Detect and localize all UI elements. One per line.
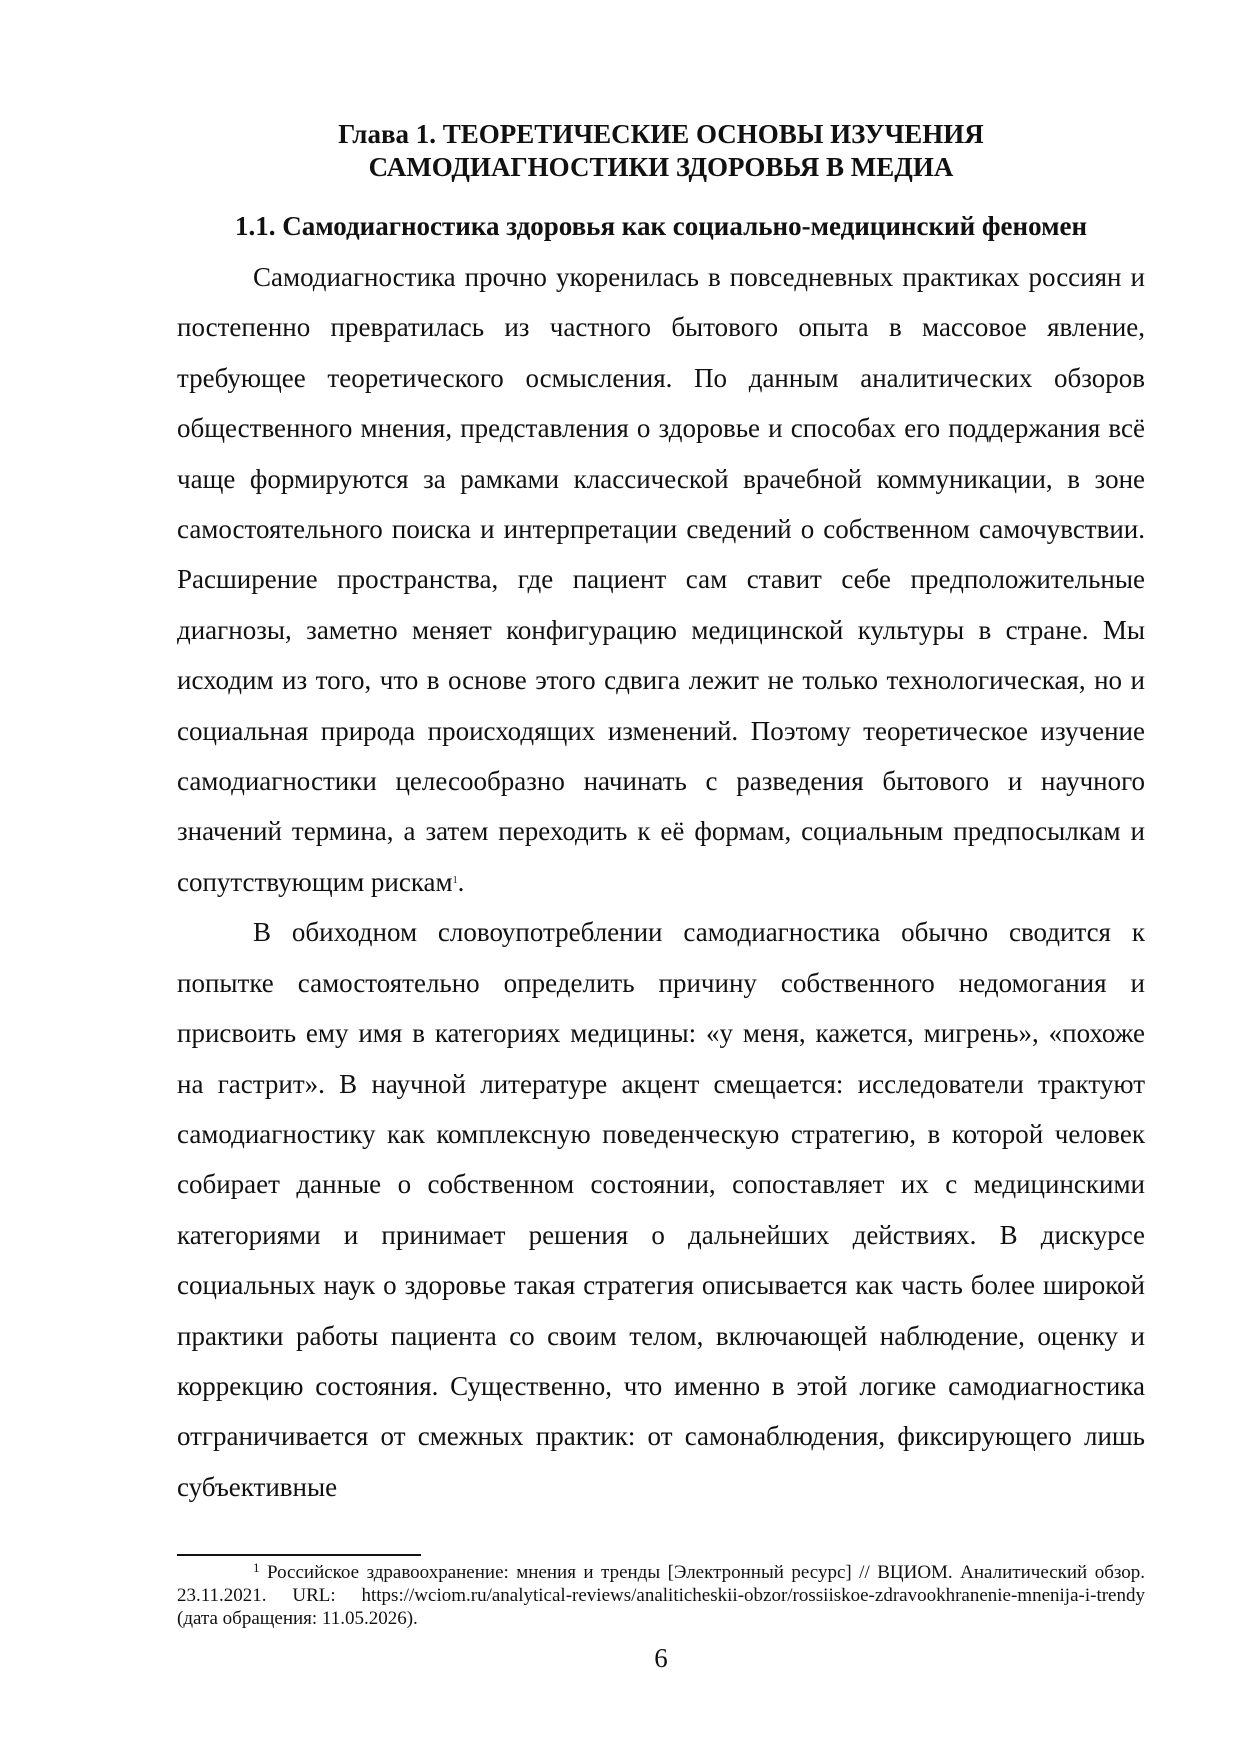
paragraph-2: В обиходном словоупотреблении самодиагностика обычно сводится к попытке самостоятельно определить причину собственного недомогания и присвоить ему имя в категориях медицины: «у меня, кажется, мигрень», «похоже на гастрит». В научной литературе акцент смещается: исследователи трактуют самодиагностику как комплексную поведенческую стратегию, в которой человек собирает данные о собственном состоянии, сопоставляет их с медицинскими категориями и принимает решения о дальнейших действиях. В дискурсе социальных наук о здоровье такая стратегия описывается как часть более широкой практики работы пациента со своим телом, включающей наблюдение, оценку и коррекцию состояния. Существенно, что именно в этой логике самодиагностика отграничивается от смежных практик: от самонаблюдения, фиксирующего лишь субъективные (177, 917, 1145, 1502)
footnote (177, 1561, 1145, 1630)
paragraph-1-end: . (457, 866, 465, 897)
chapter-title-line-1: Глава 1. ТЕОРЕТИЧЕСКИЕ ОСНОВЫ ИЗУЧЕНИЯ (338, 119, 984, 149)
footnote-reference[interactable]: 1 (452, 874, 458, 886)
body-text (177, 252, 1145, 1512)
paragraph-1-text: Самодиагностика прочно укоренилась в повседневных практиках россиян и постепенно превратилась из частного бытового опыта в массовое явление, требующее теоретического осмысления. По данным аналитических обзоров общественного мнения, представления о здоровье и способах его поддержания всё чаще формируются за рамками классической врачебной коммуникации, в зоне самостоятельного поиска и интерпретации сведений о собственном самочувствии. Расширение пространства, где пациент сам ставит себе предположительные диагнозы, заметно меняет конфигурацию медицинской культуры в стране. Мы исходим из того, что в основе этого сдвига лежит не только технологическая, но и социальная природа происходящих изменений. Поэтому теоретическое изучение самодиагностики целесообразно начинать с разведения бытового и научного значений термина, а затем переходить к её формам, социальным предпосылкам и сопутствующим рискам (177, 262, 1145, 897)
page-number: 6 (654, 1643, 668, 1673)
footnote-text: Российское здравоохранение: мнения и тренды [Электронный ресурс] // ВЦИОМ. Аналитический обзор. 23.11.2021. URL: https://wciom.ru/analytical-reviews/analiticheskii-obzor/rossiiskoe-zdravookhranenie-mnenija-i-trendy (дата обращения: 11.05.2026). (177, 1562, 1145, 1629)
chapter-title (177, 118, 1145, 184)
footnote-marker: 1 (253, 1560, 260, 1575)
chapter-title-line-2: САМОДИАГНОСТИКИ ЗДОРОВЬЯ В МЕДИА (368, 152, 954, 182)
section-title: 1.1. Самодиагностика здоровья как социально-медицинский феномен (234, 211, 1088, 241)
footnote-separator (177, 1554, 421, 1556)
paragraph-1 (177, 252, 1145, 907)
